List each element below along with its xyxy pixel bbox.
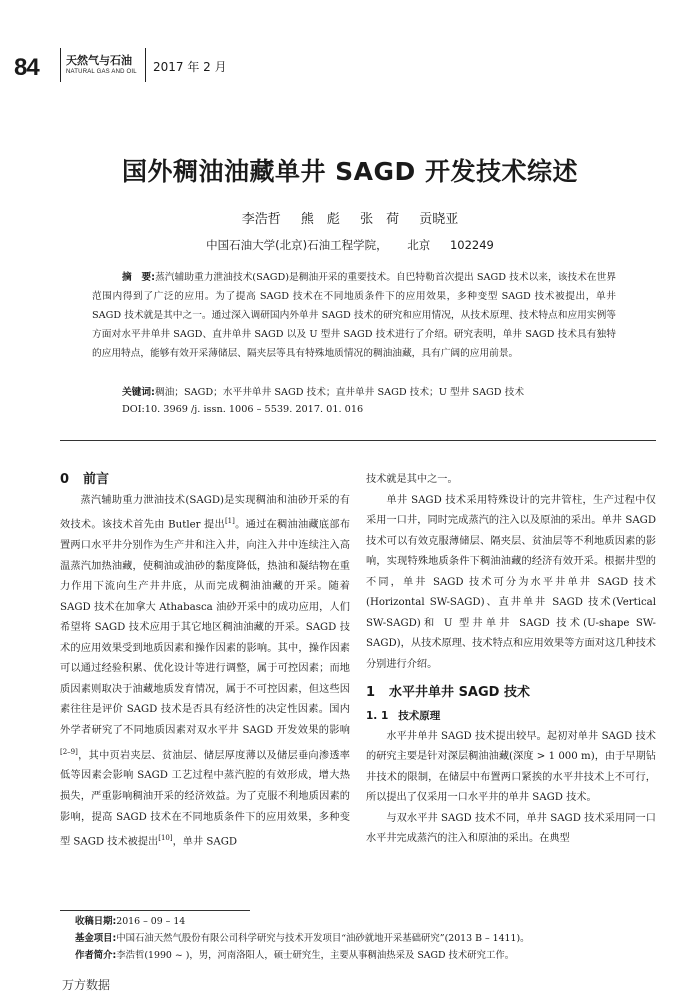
section-number: 1 <box>366 685 376 701</box>
keywords-label: 关键词: <box>122 387 155 398</box>
keywords <box>122 383 616 402</box>
affiliation-institution: 中国石油大学(北京)石油工程学院， <box>206 238 388 252</box>
footnote-text: 2016 – 09 – 14 <box>116 916 186 927</box>
citation: [10] <box>158 834 173 843</box>
text-run: 蒸汽辅助重力泄油技术(SAGD)是实现稠油和油砂开采的有效技术。该技术首先由 Butler 提出 <box>60 494 350 531</box>
citation: [1] <box>224 517 235 526</box>
journal-name-en: NATURAL GAS AND OIL <box>66 69 137 75</box>
footnote-text: 中国石油天然气股份有限公司科学研究与技术开发项目“油砂就地开采基础研究”(2013 B – 1411)。 <box>116 933 530 944</box>
journal-name-cn: 天然气与石油 <box>66 55 132 67</box>
citation: [2–9] <box>60 747 78 756</box>
author: 熊 彪 <box>300 212 340 227</box>
page-number: 84 <box>14 54 39 81</box>
author: 张 荷 <box>360 212 400 227</box>
abstract-divider <box>60 440 656 441</box>
journal-masthead <box>60 48 146 82</box>
subsection-title: 技术原理 <box>398 710 441 723</box>
footnote-label: 基金项目: <box>75 933 117 944</box>
keywords-text: 稠油；SAGD；水平井单井 SAGD 技术；直井单井 SAGD 技术；U 型井 SAGD 技术 <box>154 387 525 398</box>
paragraph: 水平井单井 SAGD 技术提出较早。起初对单井 SAGD 技术的研究主要是针对深层稠油油藏(深度 > 1 000 m)，由于早期钻井技术的限制，在储层中布置两口紧挨的水平井技术上不可行，所以提出了仅采用一口水平井的单井 SAGD 技术。 <box>366 730 656 804</box>
abstract-label: 摘 要: <box>122 272 156 283</box>
affiliation-postcode: 102249 <box>449 238 494 252</box>
section-title: 前言 <box>83 472 110 487</box>
paragraph <box>60 491 350 853</box>
abstract-text: 蒸汽辅助重力泄油技术(SAGD)是稠油开采的重要技术。自巴特勒首次提出 SAGD 技术以来，该技术在世界范围内得到了广泛的应用。为了提高 SAGD 技术在不同地质条件下的应用效果，多种变型 SAGD 技术被提出，单井 SAGD 技术就是其中之一。通过深入调研国内外单井 SAGD 技术的研究和应用情况，从技术原理、技术特点和应用实例等方面对水平井单井 SAGD、直井单井 SAGD 以及 U 型井 SAGD 技术进行了介绍。研究表明，单井 SAGD 技术具有独特的应用特点，能够有效开采薄储层、隔夹层等具有特殊地质情况的稠油油藏，具有广阔的应用前景。 <box>92 272 616 360</box>
paragraph: 单井 SAGD 技术采用特殊设计的完井管柱，生产过程中仅采用一口井，同时完成蒸汽的注入以及原油的采出。单井 SAGD 技术可以有效克服薄储层、隔夹层、贫油层等不利地质因素的影响，实现特殊地质条件下稠油油藏的经济有效开采。根据井型的不同，单井 SAGD 技术可分为水平井单井 SAGD 技术(Horizontal SW-SAGD)、直井单井 SAGD 技术(Vertical SW-SAGD)和 U 型井单井 SAGD 技术(U-shape SW-SAGD)，从技术原理、技术特点和应用效果等方面对这几种技术分别进行介绍。 <box>366 494 656 670</box>
paper-title: 国外稠油油藏单井 SAGD 开发技术综述 <box>121 157 579 186</box>
watermark-text: 万方数据 <box>62 978 111 992</box>
author: 李浩哲 <box>241 212 281 227</box>
section-number: 0 <box>60 472 70 487</box>
issue-date: 2017 年 2 月 <box>153 60 227 74</box>
paragraph: 与双水平井 SAGD 技术不同，单井 SAGD 技术采用同一口水平井完成蒸汽的注入和原油的采出。在典型 <box>366 812 656 845</box>
text-run: ，其中页岩夹层、贫油层、储层厚度薄以及储层垂向渗透率低等因素会影响 SAGD 工艺过程中蒸汽腔的有效形成，增大热损失，严重影响稠油开采的经济效益。为了克服不利地质因素的影响，提高 SAGD 技术在不同地质条件下的应用效果，多种变型 SAGD 技术被提出 <box>60 749 350 848</box>
affiliation-city: 北京 <box>407 238 431 252</box>
right-column <box>366 470 656 850</box>
footnote-text: 李浩哲(1990 ~ )，男，河南洛阳人，硕士研究生，主要从事稠油热采及 SAGD 技术研究工作。 <box>116 950 515 961</box>
subsection-heading <box>366 706 656 727</box>
section-heading <box>366 683 656 704</box>
section-heading <box>60 470 350 491</box>
paragraph-continuation: 技术就是其中之一。 <box>366 474 458 485</box>
author: 贡晓亚 <box>419 212 459 227</box>
footnote-fund <box>75 931 665 948</box>
footnote-label: 收稿日期: <box>75 916 117 927</box>
text-run: 。通过在稠油油藏底部布置两口水平井分别作为生产井和注入井，向注入井中连续注入高温蒸汽加热油藏，使稠油或油砂的黏度降低，热油和凝结物在重力作用下流向生产井井底，从而完成稠油油藏的开采。随着 SAGD 技术在加拿大 Athabasca 油砂开采中的成功应用，人们希望将 SAGD 技术应用于其它地区稠油油藏的开采。SAGD 技术的应用效果受到地质因素和操作因素的影响。其中，操作因素可以通过经验积累、优化设计等进行调整，属于可控因素；而地质因素则取决于油藏地质发育情况，属于不可控因素，但这些因素往往是评价 SAGD 技术是否具有经济性的决定性因素。国内外学者研究了不同地质因素对双水平井 SAGD 开发效果的影响 <box>60 519 350 736</box>
left-column <box>60 470 350 853</box>
author-list <box>0 208 700 227</box>
affiliation <box>0 237 700 253</box>
footnote-divider <box>60 910 250 911</box>
abstract <box>92 268 616 363</box>
footnote-label: 作者简介: <box>75 950 117 961</box>
footnote-received <box>75 914 665 931</box>
section-title: 水平井单井 SAGD 技术 <box>389 685 530 701</box>
doi: DOI:10. 3969 /j. issn. 1006 – 5539. 2017. 01. 016 <box>122 404 364 415</box>
text-run: ，单井 SAGD <box>172 836 238 848</box>
subsection-number: 1. 1 <box>366 710 389 723</box>
footnote-author <box>75 948 665 965</box>
